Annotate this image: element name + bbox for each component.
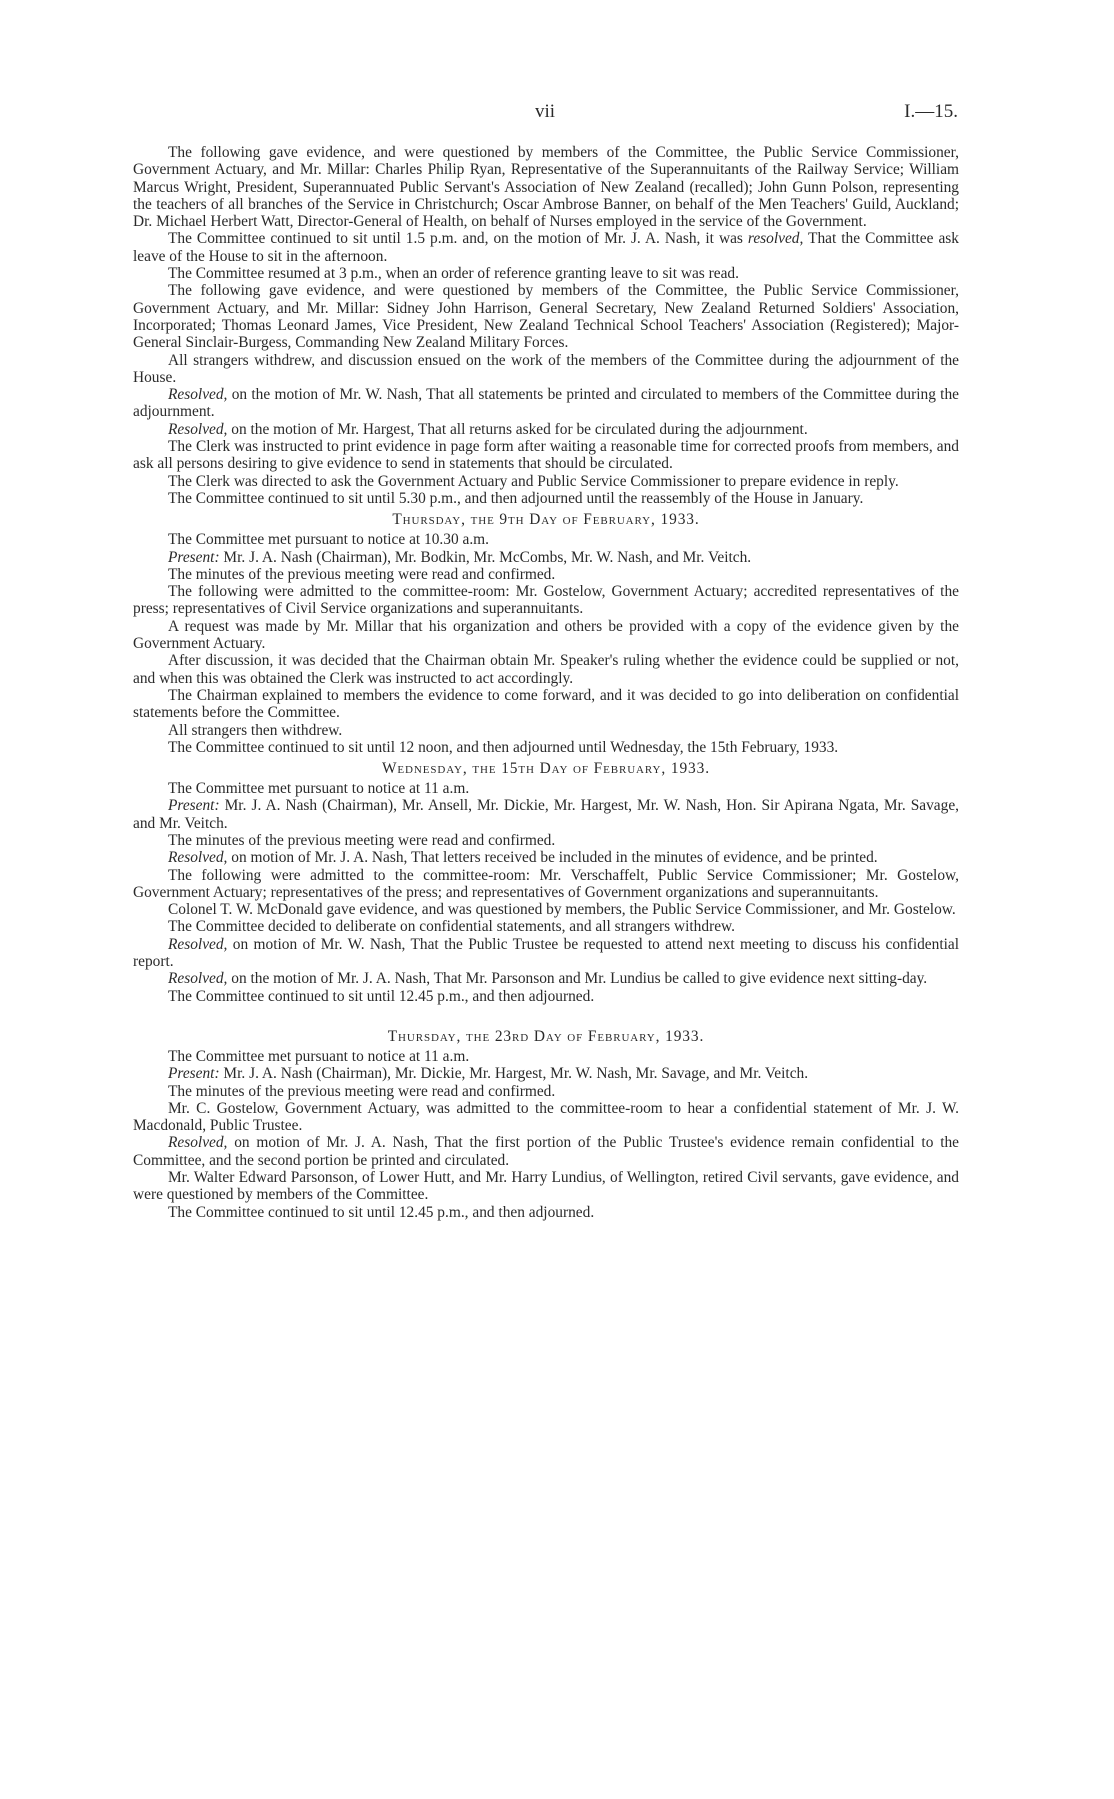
paragraph-text: A request was made by Mr. Millar that his organization and others be provided with a copy of the evidence given by the Government Actuary. [133, 617, 959, 653]
paragraph-text: The Committee met pursuant to notice at 10.30 a.m. [168, 531, 489, 549]
minutes-paragraph [133, 652, 959, 687]
page-header [0, 101, 1114, 125]
minutes-section [133, 759, 959, 1005]
paragraph-text: The Committee continued to sit until 1.5 p.m. and, on the motion of Mr. J. A. Nash, it was [168, 230, 748, 248]
minutes-paragraph [133, 832, 959, 849]
paragraph-text: The Committee met pursuant to notice at 11 a.m. [168, 1047, 470, 1065]
paragraph-text: The Committee decided to deliberate on confidential statements, and all strangers withdrew. [168, 918, 735, 936]
minutes-paragraph [133, 531, 959, 548]
paragraph-text: Mr. Walter Edward Parsonson, of Lower Hutt, and Mr. Harry Lundius, of Wellington, retired Civil servants, gave evidence, and were questioned by members of the Committee. [133, 1169, 959, 1204]
paragraph-text: The minutes of the previous meeting were read and confirmed. [168, 831, 556, 849]
minutes-paragraph [133, 918, 959, 935]
minutes-paragraph [133, 687, 959, 722]
minutes-paragraph [133, 566, 959, 583]
paragraph-text-continued: on motion of Mr. W. Nash, That the Public Trustee be requested to attend next meeting to discuss his confidential report. [133, 935, 959, 971]
minutes-paragraph [133, 421, 959, 438]
minutes-paragraph [133, 1169, 959, 1204]
paragraph-text: All strangers withdrew, and discussion ensued on the work of the members of the Committee during the adjournment of the House. [133, 351, 959, 386]
minutes-paragraph [133, 618, 959, 653]
paragraph-text: The following gave evidence, and were questioned by members of the Committee, the Public Service Commissioner, Government Actuary, and Mr. Millar: Sidney John Harrison, General Secretary, New Zealand Returned Soldiers' Association, Incorporated; Thomas Leonard James, Vice President, New Zealand Technical School Teachers' Association (Registered); Major-General Sinclair-Burgess, Commanding New Zealand Military Forces. [133, 282, 959, 352]
paragraph-text-continued: on the motion of Mr. W. Nash, That all statements be printed and circulated to members of the Committee during the adjournment. [133, 386, 959, 421]
paragraph-text: Colonel T. W. McDonald gave evidence, and was questioned by members, the Public Service Commissioner, and Mr. Gostelow. [168, 901, 956, 919]
paragraph-text: The Committee continued to sit until 5.30 p.m., and then adjourned until the reassembly of the House in January. [168, 489, 864, 507]
minutes-paragraph [133, 282, 959, 351]
minutes-paragraph [133, 386, 959, 421]
paragraph-text-continued: Mr. J. A. Nash (Chairman), Mr. Ansell, Mr. Dickie, Mr. Hargest, Mr. W. Nash, Hon. Sir Apirana Ngata, Mr. Savage, and Mr. Veitch. [133, 797, 959, 832]
paragraph-text: The following were admitted to the committee-room: Mr. Gostelow, Government Actuary; accredited representatives of the press; representatives of Civil Service organizations and superannuitants. [133, 583, 959, 618]
paragraph-text: The Clerk was instructed to print evidence in page form after waiting a reasonable time for corrected proofs from members, and ask all persons desiring to give evidence to send in statements that should be circulated. [133, 438, 959, 473]
paragraph-text: The following gave evidence, and were questioned by members of the Committee, the Public Service Commissioner, Government Actuary, and Mr. Millar: Charles Philip Ryan, Representative of the Superannuitants of the Railway Service; William Marcus Wright, President, Superannuated Public Servant's Association of New Zealand (recalled); John Gunn Polson, representing the teachers of all branches of the Service in Christchurch; Oscar Ambrose Banner, on behalf of the Men Teachers' Guild, Auckland; Dr. Michael Herbert Watt, Director-General of Health, on behalf of Nurses employed in the service of the Government. [133, 144, 959, 231]
minutes-paragraph [133, 490, 959, 507]
paragraph-text: The Clerk was directed to ask the Government Actuary and Public Service Commissioner to prepare evidence in reply. [168, 472, 899, 490]
minutes-section [133, 510, 959, 756]
minutes-paragraph [133, 936, 959, 971]
italic-term: Resolved, [168, 849, 228, 867]
paragraph-text: All strangers then withdrew. [168, 721, 343, 739]
meeting-date-heading: Thursday, the 9th Day of February, 1933. [392, 511, 700, 529]
minutes-paragraph [133, 230, 959, 265]
minutes-paragraph [133, 1065, 959, 1082]
italic-term: Present: [168, 797, 220, 815]
italic-term: Resolved, [168, 420, 228, 438]
paragraph-text: The minutes of the previous meeting were read and confirmed. [168, 1082, 556, 1100]
minutes-paragraph [133, 901, 959, 918]
paragraph-text: The Committee resumed at 3 p.m., when an order of reference granting leave to sit was read. [168, 265, 739, 283]
minutes-paragraph [133, 549, 959, 566]
minutes-paragraph [133, 352, 959, 387]
minutes-section [133, 1027, 959, 1221]
minutes-paragraph [133, 970, 959, 987]
italic-term: Resolved, [168, 386, 228, 404]
minutes-paragraph [133, 438, 959, 473]
document-body [133, 144, 959, 1221]
paragraph-text-continued: on the motion of Mr. Hargest, That all returns asked for be circulated during the adjournment. [227, 420, 808, 438]
paragraph-text-continued: on motion of Mr. J. A. Nash, That the first portion of the Public Trustee's evidence remain confidential to the Committee, and the second portion be printed and circulated. [133, 1134, 959, 1169]
minutes-paragraph [133, 867, 959, 902]
paragraph-text-continued: on motion of Mr. J. A. Nash, That letters received be included in the minutes of evidence, and be printed. [227, 849, 878, 867]
italic-term: Resolved, [168, 1134, 228, 1152]
paragraph-text: The Chairman explained to members the evidence to come forward, and it was decided to go into deliberation on confidential statements before the Committee. [133, 686, 959, 722]
paragraph-text-continued: That the Committee ask leave of the House to sit in the afternoon. [133, 230, 959, 265]
paragraph-text: The following were admitted to the committee-room: Mr. Verschaffelt, Public Service Commissioner; Mr. Gostelow, Government Actuary; representatives of the press; and representatives of Government organizations and superannuitants. [133, 866, 959, 901]
italic-term: Present: [168, 548, 220, 566]
italic-term: Present: [168, 1065, 220, 1083]
minutes-paragraph [133, 849, 959, 866]
minutes-paragraph [133, 144, 959, 230]
paragraph-text-continued: Mr. J. A. Nash (Chairman), Mr. Dickie, Mr. Hargest, Mr. W. Nash, Mr. Savage, and Mr. Veitch. [219, 1065, 809, 1083]
minutes-paragraph [133, 473, 959, 490]
minutes-paragraph [133, 265, 959, 282]
minutes-paragraph [133, 780, 959, 797]
minutes-paragraph [133, 988, 959, 1005]
italic-term: Resolved, [168, 935, 228, 953]
paragraph-text: The Committee continued to sit until 12.45 p.m., and then adjourned. [168, 987, 595, 1005]
paragraph-text-continued: Mr. J. A. Nash (Chairman), Mr. Bodkin, Mr. McCombs, Mr. W. Nash, and Mr. Veitch. [219, 548, 752, 566]
italic-term: Resolved, [168, 970, 228, 988]
minutes-paragraph [133, 1134, 959, 1169]
paragraph-text: The Committee continued to sit until 12.45 p.m., and then adjourned. [168, 1203, 595, 1221]
page-number: vii [535, 101, 556, 122]
minutes-paragraph [133, 1048, 959, 1065]
paragraph-text: Mr. C. Gostelow, Government Actuary, was admitted to the committee-room to hear a confidential statement of Mr. J. W. Macdonald, Public Trustee. [133, 1099, 959, 1135]
paragraph-text-continued: on the motion of Mr. J. A. Nash, That Mr. Parsonson and Mr. Lundius be called to give evidence next sitting-day. [227, 970, 928, 988]
document-reference: I.—15. [904, 101, 958, 122]
paragraph-text: The minutes of the previous meeting were read and confirmed. [168, 565, 556, 583]
minutes-paragraph [133, 797, 959, 832]
italic-term: resolved, [747, 230, 804, 248]
minutes-section [133, 144, 959, 507]
paragraph-text: The Committee met pursuant to notice at 11 a.m. [168, 780, 470, 798]
minutes-paragraph [133, 1204, 959, 1221]
paragraph-text: After discussion, it was decided that the Chairman obtain Mr. Speaker's ruling whether the evidence could be supplied or not, and when this was obtained the Clerk was instructed to act accordingly. [133, 652, 959, 687]
minutes-paragraph [133, 722, 959, 739]
paragraph-text: The Committee continued to sit until 12 noon, and then adjourned until Wednesday, the 15th February, 1933. [168, 738, 839, 756]
meeting-date-heading: Wednesday, the 15th Day of February, 1933. [381, 760, 710, 778]
minutes-paragraph [133, 583, 959, 618]
minutes-paragraph [133, 1083, 959, 1100]
minutes-paragraph [133, 739, 959, 756]
meeting-date-heading: Thursday, the 23rd Day of February, 1933. [387, 1027, 705, 1045]
minutes-paragraph [133, 1100, 959, 1135]
